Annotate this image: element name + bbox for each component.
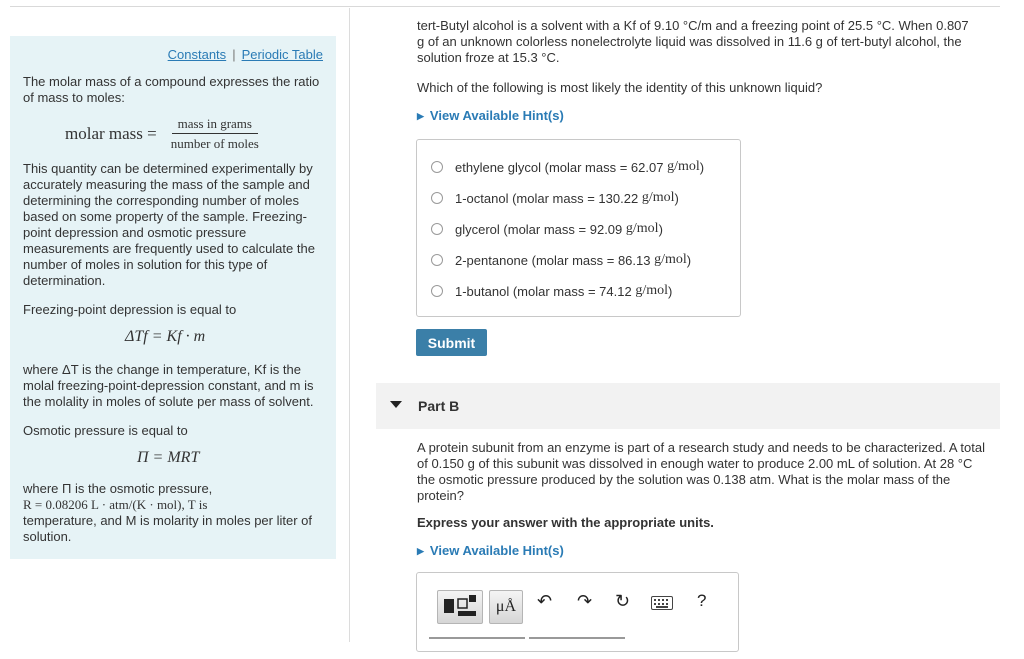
caret-down-icon: [390, 401, 402, 408]
osmotic-heading: Osmotic pressure is equal to: [23, 423, 188, 438]
osmotic-where-2: R = 0.08206 L · atm/(K · mol), T is: [23, 497, 208, 512]
answer-choices: [416, 139, 741, 317]
part-a-hint-label: View Available Hint(s): [429, 108, 564, 123]
choice-unit: g/mol: [667, 159, 700, 174]
molar-mass-lhs: molar mass =: [65, 124, 157, 143]
triangle-right-icon: ▶: [417, 546, 424, 556]
part-a-question-line-2: g of an unknown colorless nonelectrolyte liquid was dissolved in 11.6 g of tert-butyl alcohol, the: [417, 34, 962, 49]
choice-close: ): [686, 252, 692, 268]
answer-input-box: [416, 572, 739, 652]
choice-4[interactable]: [431, 252, 691, 268]
templates-button[interactable]: [437, 590, 483, 624]
part-b-hint-label: View Available Hint(s): [429, 543, 564, 558]
part-b-question-line-2: of 0.150 g of this subunit was dissolved in enough water to produce 2.00 mL of solution. At 28 °C: [417, 456, 973, 471]
keyboard-icon[interactable]: [651, 594, 673, 615]
choice-1[interactable]: [431, 159, 704, 175]
units-button[interactable]: μÅ: [489, 590, 523, 624]
constants-link[interactable]: Constants: [167, 47, 227, 62]
osmotic-explanation: [23, 481, 325, 545]
part-b-question: [417, 440, 997, 504]
fpd-heading: Freezing-point depression is equal to: [23, 302, 237, 317]
osmotic-formula: Π = MRT: [137, 449, 200, 466]
method-paragraph: This quantity can be determined experimentally by accurately measuring the mass of the sample and determining the corresponding number of moles based on some property of the sample. Freezing-point depression and osmotic pressure measurements are frequently used to calculate the number of moles in solution for this type of determination.: [23, 161, 315, 288]
radio-button[interactable]: [431, 223, 443, 235]
units-field[interactable]: [529, 637, 625, 659]
osmotic-where-3: temperature, and M is molarity in moles per liter of solution.: [23, 513, 312, 544]
reset-icon[interactable]: ↻: [615, 591, 631, 611]
radio-button[interactable]: [431, 161, 443, 173]
help-icon[interactable]: ?: [697, 591, 707, 610]
choice-label: 2-pentanone (molar mass = 86.13: [455, 252, 651, 268]
resource-links: [168, 47, 323, 63]
radio-button[interactable]: [431, 254, 443, 266]
part-a-question-line-3: solution froze at 15.3 °C.: [417, 50, 560, 65]
molar-mass-formula: [65, 116, 265, 152]
value-field[interactable]: [429, 637, 525, 659]
info-panel: [10, 36, 336, 559]
part-a-question-line-1: tert-Butyl alcohol is a solvent with a Kf of 9.10 °C/m and a freezing point of 25.5 °C. When 0.807: [417, 18, 969, 33]
choice-label: 1-octanol (molar mass = 130.22: [455, 190, 639, 206]
osmotic-where-1: where Π is the osmotic pressure,: [23, 481, 213, 496]
part-a-hint-link[interactable]: [417, 108, 564, 123]
choice-unit: g/mol: [654, 252, 687, 267]
part-a-question: [417, 18, 997, 66]
part-b-question-line-3: the osmotic pressure produced by the solution was 0.138 atm. What is the molar mass of the: [417, 472, 951, 487]
part-a-prompt: Which of the following is most likely the identity of this unknown liquid?: [417, 80, 823, 95]
choice-close: ): [667, 283, 673, 299]
fpd-formula: ΔTf = Kf · m: [125, 328, 206, 345]
molar-mass-denominator: number of moles: [170, 136, 259, 151]
molar-mass-numerator: mass in grams: [172, 116, 258, 134]
choice-close: ): [699, 159, 705, 175]
choice-label: glycerol (molar mass = 92.09: [455, 221, 623, 237]
choice-2[interactable]: [431, 190, 679, 206]
radio-button[interactable]: [431, 192, 443, 204]
choice-label: ethylene glycol (molar mass = 62.07: [455, 159, 664, 175]
radio-button[interactable]: [431, 285, 443, 297]
redo-icon[interactable]: ↷: [577, 591, 593, 611]
top-divider: [10, 6, 1000, 7]
column-divider: [349, 8, 350, 642]
part-b-hint-link[interactable]: [417, 543, 564, 558]
choice-unit: g/mol: [625, 221, 659, 236]
choice-label: 1-butanol (molar mass = 74.12: [455, 283, 632, 299]
submit-button[interactable]: Submit: [416, 329, 487, 356]
choice-close: ): [658, 221, 663, 237]
link-separator: |: [232, 47, 236, 62]
choice-3[interactable]: [431, 221, 663, 237]
choice-5[interactable]: [431, 283, 672, 299]
intro-text: The molar mass of a compound expresses the ratio of mass to moles:: [23, 74, 320, 105]
express-instruction: Express your answer with the appropriate units.: [417, 515, 714, 530]
periodic-table-link[interactable]: Periodic Table: [241, 47, 323, 62]
choice-close: ): [674, 190, 679, 206]
undo-icon[interactable]: ↶: [537, 591, 553, 611]
templates-icon: [438, 591, 482, 623]
choice-unit: g/mol: [635, 283, 668, 298]
fpd-explanation: where ΔT is the change in temperature, Kf is the molal freezing-point-depression constant, and m is the molality in moles of solute per mass of solvent.: [23, 362, 314, 409]
triangle-right-icon: ▶: [417, 111, 424, 121]
part-b-title: Part B: [418, 398, 460, 414]
part-b-question-line-4: protein?: [417, 488, 464, 503]
choice-unit: g/mol: [641, 190, 675, 205]
part-b-question-line-1: A protein subunit from an enzyme is part of a research study and needs to be characterized. A total: [417, 440, 985, 455]
part-b-header[interactable]: [376, 383, 1000, 429]
